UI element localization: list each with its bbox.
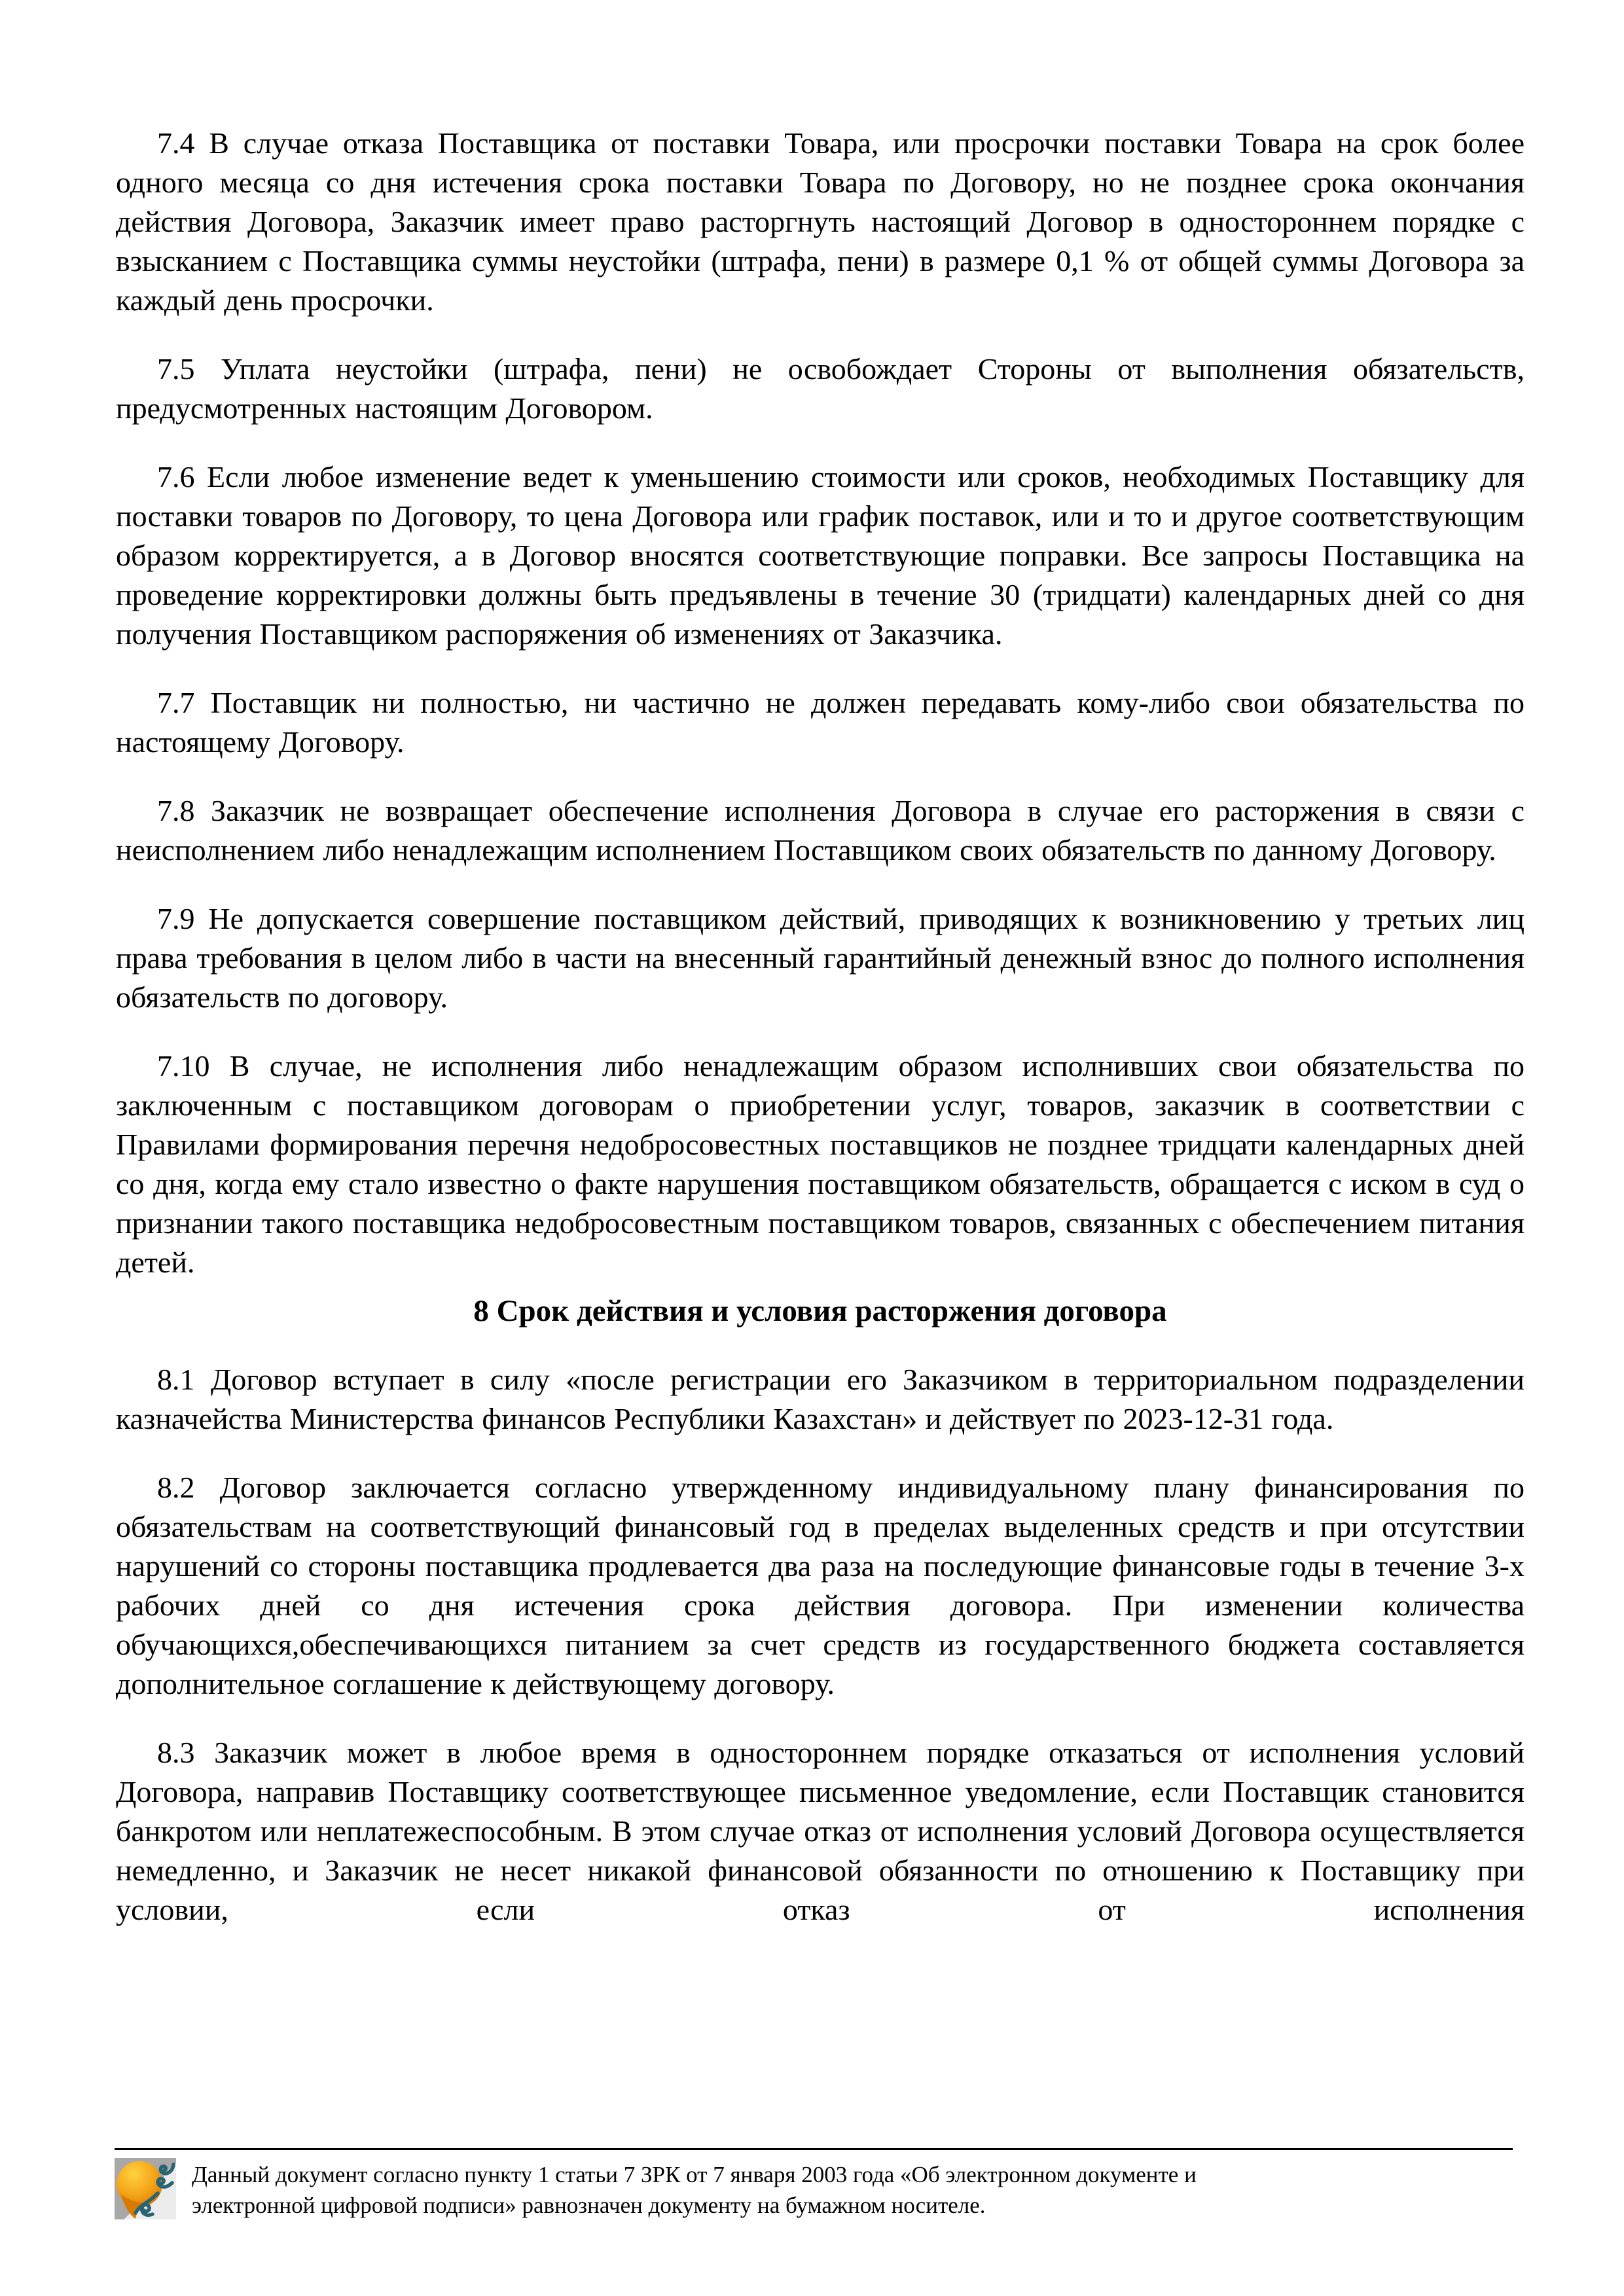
- egov-emblem-icon: [115, 2158, 176, 2219]
- contract-body: [116, 124, 1525, 1929]
- clause-7-9: 7.9 Не допускается совершение поставщиком действий, приводящих к возникновению у третьих лиц права требования в целом либо в части на внесенный гарантийный денежный взнос до полного исполнения обязательств по договору.: [116, 902, 1525, 1014]
- section-8-heading: 8 Срок действия и условия расторжения договора: [473, 1294, 1167, 1328]
- clause-7-6: 7.6 Если любое изменение ведет к уменьшению стоимости или сроков, необходимых Поставщику для поставки товаров по Договору, то цена Договора или график поставок, или и то и другое соответствующим образом корректируется, а в Договор вносятся соответствующие поправки. Все запросы Поставщика на проведение корректировки должны быть предъявлены в течение 30 (тридцати) календарных дней со дня получения Поставщиком распоряжения об изменениях от Заказчика.: [116, 460, 1525, 651]
- clause-7-4: 7.4 В случае отказа Поставщика от поставки Товара, или просрочки поставки Товара на срок более одного месяца со дня истечения срока поставки Товара по Договору, но не позднее срока окончания действия Договора, Заказчик имеет право расторгнуть настоящий Договор в одностороннем порядке с взысканием с Поставщика суммы неустойки (штрафа, пени) в размере 0,1 % от общей суммы Договора за каждый день просрочки.: [116, 126, 1525, 317]
- clause-8-3: 8.3 Заказчик может в любое время в одностороннем порядке отказаться от исполнения условий Договора, направив Поставщику соответствующее письменное уведомление, если Поставщик становится банкротом или неплатежеспособным. В этом случае отказ от исполнения условий Договора осуществляется немедленно, и Заказчик не несет никакой финансовой обязанности по отношению к Поставщику при условии, если отказ от исполнения: [116, 1736, 1525, 1926]
- clause-7-5: 7.5 Уплата неустойки (штрафа, пени) не освобождает Стороны от выполнения обязательств, предусмотренных настоящим Договором.: [116, 352, 1525, 425]
- clause-7-7: 7.7 Поставщик ни полностью, ни частично не должен передавать кому-либо свои обязательства по настоящему Договору.: [116, 686, 1525, 759]
- note-line-2: электронной цифровой подписи» равнозначен документу на бумажном носителе.: [192, 2193, 986, 2218]
- clause-7-10: 7.10 В случае, не исполнения либо ненадлежащим образом исполнивших свои обязательства по заключенным с поставщиком договорам о приобретении услуг, товаров, заказчик в соответствии с Правилами формирования перечня недобросовестных поставщиков не позднее тридцати календарных дней со дня, когда ему стало известно о факте нарушения поставщиком обязательств, обращается с иском в суд о признании такого поставщика недобросовестным поставщиком товаров, связанных с обеспечением питания детей.: [116, 1049, 1525, 1279]
- clause-8-2: 8.2 Договор заключается согласно утвержденному индивидуальному плану финансирования по обязательствам на соответствующий финансовый год в пределах выделенных средств и при отсутствии нарушений со стороны поставщика продлевается два раза на последующие финансовые годы в течение 3-х рабочих дней со дня истечения срока действия договора. При изменении количества обучающихся,обеспечивающихся питанием за счет средств из государственного бюджета составляется дополнительное соглашение к действующему договору.: [116, 1471, 1525, 1700]
- clause-7-8: 7.8 Заказчик не возвращает обеспечение исполнения Договора в случае его расторжения в связи с неисполнением либо ненадлежащим исполнением Поставщиком своих обязательств по данному Договору.: [116, 794, 1525, 867]
- electronic-document-note: [192, 2158, 1197, 2221]
- footer-row: [115, 2150, 1513, 2221]
- clause-8-1: 8.1 Договор вступает в силу «после регистрации его Заказчиком в территориальном подразделении казначейства Министерства финансов Республики Казахстан» и действует по 2023-12-31 года.: [116, 1363, 1525, 1435]
- signature-footer: [115, 2148, 1513, 2221]
- note-line-1: Данный документ согласно пункту 1 статьи 7 ЗРК от 7 января 2003 года «Об электронном документе и: [192, 2162, 1197, 2187]
